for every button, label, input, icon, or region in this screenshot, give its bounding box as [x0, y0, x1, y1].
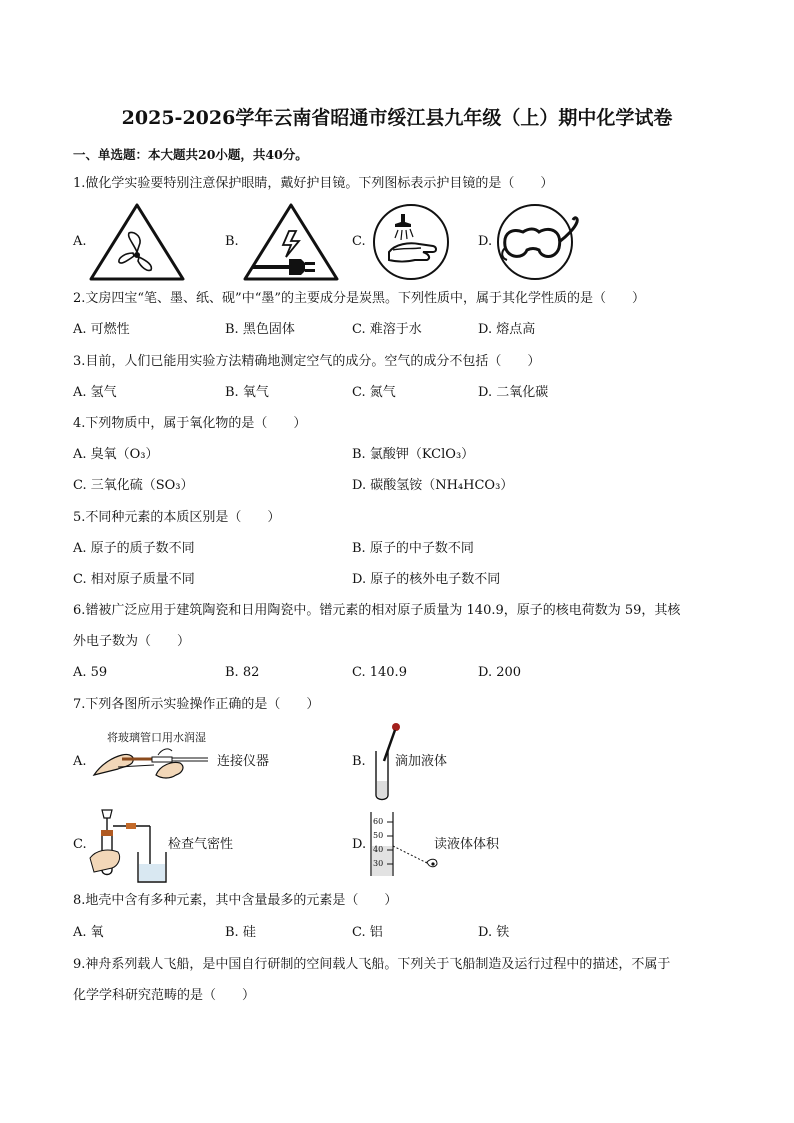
- question-9-stem-line1: 9.神舟系列载人飞船，是中国自行研制的空间载人飞船。下列关于飞船制造及运行过程中的描述，不属于: [73, 957, 671, 972]
- q6-option-d[interactable]: D. 200: [478, 665, 522, 680]
- question-5-stem: 5.不同种元素的本质区别是（ ）: [73, 510, 281, 525]
- question-7-stem: 7.下列各图所示实验操作正确的是（ ）: [73, 697, 320, 712]
- question-8-stem: 8.地壳中含有多种元素，其中含量最多的元素是（ ）: [73, 893, 398, 908]
- question-4-stem: 4.下列物质中，属于氧化物的是（ ）: [73, 416, 307, 431]
- q3-option-d[interactable]: D. 二氧化碳: [478, 385, 549, 400]
- q1-option-b-letter[interactable]: B.: [225, 234, 239, 249]
- goggles-icon: [495, 202, 581, 282]
- q1-option-a-letter[interactable]: A.: [73, 234, 87, 249]
- q8-option-d[interactable]: D. 铁: [478, 925, 510, 940]
- question-6-stem-line2: 外电子数为（ ）: [73, 634, 191, 649]
- q7-d-label: 读液体体积: [434, 837, 500, 852]
- question-3-stem: 3.目前，人们已能用实验方法精确地测定空气的成分。空气的成分不包括（ ）: [73, 354, 541, 369]
- cylinder-tick-40: 40: [373, 845, 384, 854]
- q6-option-b[interactable]: B. 82: [225, 665, 260, 680]
- q4-option-c[interactable]: C. 三氧化硫（SO₃）: [73, 478, 194, 493]
- q8-option-c[interactable]: C. 铝: [352, 925, 383, 940]
- exam-title: 2025-2026学年云南省昭通市绥江县九年级（上）期中化学试卷: [121, 107, 673, 129]
- q2-option-d[interactable]: D. 熔点高: [478, 322, 536, 337]
- q4-option-a[interactable]: A. 臭氧（O₃）: [73, 447, 159, 462]
- q3-option-c[interactable]: C. 氮气: [352, 385, 396, 400]
- q8-option-a[interactable]: A. 氧: [73, 925, 104, 940]
- q3-option-a[interactable]: A. 氢气: [73, 385, 117, 400]
- electric-hazard-icon: [243, 203, 339, 281]
- q7-option-c-letter[interactable]: C.: [73, 837, 87, 852]
- cylinder-tick-50: 50: [373, 831, 384, 840]
- q7-a-caption: 将玻璃管口用水润湿: [107, 731, 206, 744]
- connect-apparatus-illustration: [92, 745, 212, 783]
- q5-option-a[interactable]: A. 原子的质子数不同: [73, 541, 195, 556]
- question-6-stem-line1: 6.镨被广泛应用于建筑陶瓷和日用陶瓷中。镨元素的相对原子质量为 140.9，原子的核电荷数为 59，其核: [73, 603, 681, 618]
- cylinder-tick-30: 30: [373, 859, 384, 868]
- q7-option-b-letter[interactable]: B.: [352, 754, 366, 769]
- q2-option-a[interactable]: A. 可燃性: [73, 322, 130, 337]
- cylinder-tick-60: 60: [373, 817, 384, 826]
- section-heading: 一、单选题：本大题共20小题，共40分。: [73, 147, 308, 162]
- question-1-stem: 1.做化学实验要特别注意保护眼睛，戴好护目镜。下列图标表示护目镜的是（ ）: [73, 176, 554, 191]
- hand-washing-icon: [371, 202, 451, 282]
- fan-ventilation-icon: [89, 203, 185, 281]
- q1-option-d-letter[interactable]: D.: [478, 234, 493, 249]
- q7-a-label: 连接仪器: [217, 754, 270, 769]
- q4-option-b[interactable]: B. 氯酸钾（KClO₃）: [352, 447, 475, 462]
- q7-option-d-letter[interactable]: D.: [352, 837, 367, 852]
- q5-option-d[interactable]: D. 原子的核外电子数不同: [352, 572, 501, 587]
- question-2-stem: 2.文房四宝“笔、墨、纸、砚”中“墨”的主要成分是炭黑。下列性质中，属于其化学性质的是（ ）: [73, 291, 645, 306]
- question-9-stem-line2: 化学学科研究范畴的是（ ）: [73, 988, 256, 1003]
- q2-option-b[interactable]: B. 黑色固体: [225, 322, 295, 337]
- q2-option-c[interactable]: C. 难溶于水: [352, 322, 422, 337]
- q7-c-label: 检查气密性: [168, 837, 234, 852]
- q7-b-label: 滴加液体: [395, 754, 448, 769]
- q5-option-b[interactable]: B. 原子的中子数不同: [352, 541, 474, 556]
- q7-option-a-letter[interactable]: A.: [73, 754, 87, 769]
- q3-option-b[interactable]: B. 氧气: [225, 385, 269, 400]
- q8-option-b[interactable]: B. 硅: [225, 925, 256, 940]
- q1-option-c-letter[interactable]: C.: [352, 234, 366, 249]
- q6-option-c[interactable]: C. 140.9: [352, 665, 407, 680]
- q6-option-a[interactable]: A. 59: [73, 665, 108, 680]
- q5-option-c[interactable]: C. 相对原子质量不同: [73, 572, 195, 587]
- q4-option-d[interactable]: D. 碳酸氢铵（NH₄HCO₃）: [352, 478, 514, 493]
